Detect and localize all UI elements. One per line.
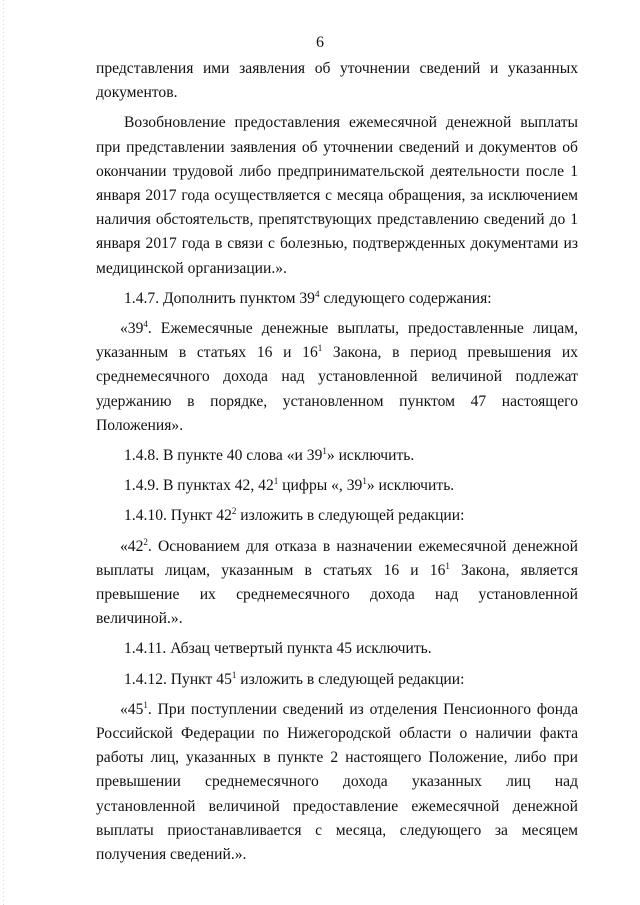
clause-text: . При поступлении сведений из отделения Пенсионного фонда Российской Федерации по Нижегородской области о наличии факта работы лиц, указанных в пункте 2 настоящего Положение, либо при превышении среднемесячного дохода указанных лиц над установленной величиной предоставление ежемесячной денежной выплаты приостанавливается с месяца, следующего за месяцем получения сведений.». [96,700,578,864]
clause-text: . Основанием для отказа в назначении ежемесячной денежной выплаты лицам, указанным в статьях 16 и 16 [96,537,578,579]
clause-text: 1.4.7. Дополнить пунктом 39 [124,289,315,307]
clause-text: » исключить. [326,447,415,465]
clause-text: изложить в следующей редакции: [236,507,465,525]
document-body [96,57,578,873]
superscript: 2 [143,536,148,547]
clause-1-4-9 [96,474,578,498]
clause-text: следующего содержания: [319,289,492,307]
clause-1-4-11: 1.4.11. Абзац четвертый пункта 45 исключить. [124,640,432,658]
clause-text: «39 [120,320,144,338]
clause-1-4-8 [96,444,578,468]
superscript: 4 [314,288,320,299]
superscript: 1 [362,476,367,487]
point-39-4-text [96,317,578,438]
clause-text: . Ежемесячные денежные выплаты, предоставленные лицам, указанным в статьях 16 и 16 [96,320,578,362]
superscript: 2 [231,506,237,517]
clause-text: изложить в следующей редакции: [236,670,465,688]
superscript: 4 [143,318,148,329]
scan-margin-dots [3,0,4,905]
clause-text: » исключить. [366,477,455,495]
page-number: 6 [316,34,324,51]
clause-text: Закона, в период превышения их среднемесячного дохода над установленной величиной подлежат удержанию в порядке, установленном пунктом 47 настоящего Положения». [96,344,578,434]
clause-1-4-12 [96,668,578,692]
clause-text: 1.4.8. В пункте 40 слова «и 39 [124,447,323,465]
clause-text: 1.4.10. Пункт 42 [124,507,232,525]
clause-text: 1.4.12. Пункт 45 [124,670,232,688]
clause-text: «42 [120,537,144,555]
paragraph-resumption: Возобновление предоставления ежемесячной денежной выплаты при представлении заявления об уточнении сведений и документов об окончании трудовой либо предпринимательской деятельности после 1 января 2017 года осуществляется с месяца обращения, за исключением наличия обстоятельств, препятствующих представлению сведений до 1 января 2017 года в связи с болезнью, подтвержденных документами из медицинской организации.». [96,114,578,277]
clause-text: «45 [120,700,144,718]
superscript: 1 [445,560,450,571]
clause-text: Закона, является превышение их среднемесячного дохода над установленной величиной.». [96,561,578,628]
clause-1-4-10 [96,504,578,528]
superscript: 1 [231,669,237,680]
clause-text: 1.4.9. В пунктах 42, 42 [124,477,274,495]
paragraph-continuation: представления ими заявления об уточнении сведений и указанных документов. [96,60,578,102]
point-42-2-text [96,535,578,632]
superscript: 1 [143,699,148,710]
clause-1-4-7 [96,287,578,311]
superscript: 1 [322,445,327,456]
point-45-1-text [96,698,578,867]
superscript: 1 [273,476,279,487]
superscript: 1 [317,343,323,354]
clause-text: цифры «, 39 [278,477,363,495]
